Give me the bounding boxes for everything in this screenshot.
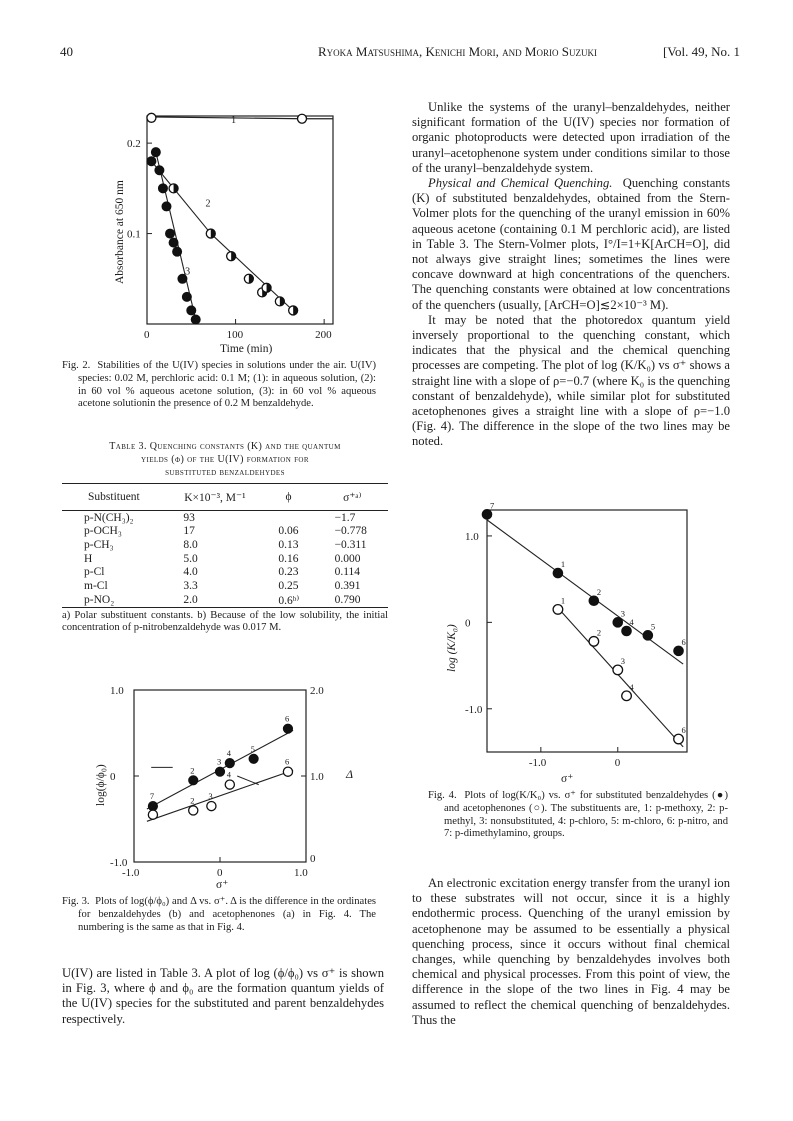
- data-point-filled: [482, 510, 492, 520]
- table-cell: 0.114: [334, 566, 361, 579]
- fig2-xlabel: Time (min): [220, 343, 273, 355]
- point-label: 4: [629, 681, 634, 692]
- body-paragraph: [412, 176, 730, 313]
- data-point-filled: [147, 157, 156, 166]
- col-header: Substituent: [88, 491, 140, 503]
- table-cell: 0.391: [334, 579, 361, 592]
- col-header: K×10⁻³, M⁻¹: [184, 492, 246, 504]
- table-cell: 0.23: [278, 566, 299, 579]
- point-label: 4: [226, 748, 232, 759]
- data-point-filled: [553, 568, 563, 578]
- point-label: 7: [149, 791, 155, 802]
- fig4-ylabel: log (K/K₀): [446, 624, 458, 672]
- table-cell: [260, 511, 316, 525]
- col-header: ϕ: [285, 491, 292, 503]
- fit-line: [147, 770, 293, 821]
- fig2-caption-label: Fig. 2.: [62, 360, 91, 371]
- body-paragraph: Unlike the systems of the uranyl–benzaldehydes, neither significant formation of the U(IV) species nor formation of organic photoproducts were detected upon irradiation of the uranyl–acetophenone system under conditions similar to those of the uranyl–benzaldehyde system.: [412, 100, 730, 175]
- fig2-ylabel: Absorbance at 650 nm: [114, 180, 126, 284]
- fig2-caption-text: Stabilities of the U(IV) species in solutions under the air. U(IV) species: 0.02 M, perchloric acid: 0.1 M; (1): in aqueous solution, (2): in 60 vol % aqueous acetone solution, (3): in 60 vol % aqueous acetone solutionin the presence of 0.2 M benzaldehyde.: [78, 360, 377, 410]
- data-point-filled: [173, 247, 182, 256]
- point-label: 6: [284, 756, 290, 767]
- figure-4-caption: [428, 790, 728, 841]
- data-point-filled: [249, 754, 258, 763]
- fig4-caption-label: Fig. 4.: [428, 790, 457, 801]
- page-number: 40: [60, 44, 73, 59]
- data-point-filled: [155, 166, 164, 175]
- data-point-filled: [215, 767, 224, 776]
- point-label: 6: [681, 636, 686, 647]
- data-point-open: [148, 810, 157, 819]
- data-point-open: [207, 802, 216, 811]
- data-point-open: [189, 806, 198, 815]
- right-column-bottom: [412, 876, 730, 1028]
- table-title-3: substituted benzaldehydes: [165, 467, 285, 478]
- table-cell: 0.06: [278, 525, 299, 538]
- point-label: 2: [190, 765, 195, 776]
- point-label: 3: [620, 608, 626, 619]
- data-point-filled: [613, 618, 623, 628]
- section-heading: Physical and Chemical Quenching.: [428, 176, 613, 191]
- volume-info: [Vol. 49, No. 1: [662, 44, 740, 59]
- table-row: [62, 565, 388, 579]
- y-tick-label: 0: [465, 617, 471, 630]
- x-tick-label: 0: [614, 757, 621, 769]
- fig3-xlabel: σ⁺: [216, 879, 229, 891]
- data-point-filled: [674, 646, 684, 656]
- x-tick-label: 100: [226, 329, 244, 341]
- table-cell: 5.0: [183, 552, 198, 565]
- table-footnote: a) Polar substituent constants. b) Because of the low solubility, the initial concentration of p-nitrobenzaldehyde was 0.017 M.: [62, 609, 388, 634]
- point-label: 6: [284, 713, 290, 724]
- data-point-filled: [643, 631, 653, 641]
- data-point-filled: [158, 184, 167, 193]
- table-header-row: [62, 484, 388, 511]
- body-paragraph: It may be noted that the photoredox quantum yield inversely proportional to the quenching constant, which indicates that the physical and the chemical quenching processes are competing. The plot of log (K/K₀) vs σ⁺ shows a straight line with a slope of ρ=−0.7 (where K₀ is the quenching constant of benzaldehyde), while similar plot for substituted acetophenones gives a straight line with a slope of ρ=−1.0 (Fig. 4). The difference in the slope of the two lines may be noted.: [412, 312, 730, 449]
- table-cell: p-CH₃: [84, 538, 114, 551]
- left-tick-label: 0: [110, 771, 116, 783]
- data-point-open: [613, 665, 623, 675]
- data-point-open: [589, 637, 599, 647]
- table-cell: 4.0: [183, 566, 198, 579]
- table-title-2: yields (ϕ) of the U(IV) formation for: [141, 454, 309, 465]
- table-3: [62, 440, 388, 635]
- table-cell: 0.790: [334, 593, 361, 606]
- data-point-open: [147, 113, 156, 122]
- data-point-filled: [169, 238, 178, 247]
- data-point-open: [622, 691, 632, 701]
- right-column-top: [412, 100, 730, 450]
- right-tick-label: 1.0: [310, 771, 324, 783]
- fig3-caption-label: Fig. 3.: [62, 896, 90, 907]
- body-paragraph: U(IV) are listed in Table 3. A plot of log (ϕ/ϕ₀) vs σ⁺ is shown in Fig. 3, where ϕ and ϕ₀ are the formation quantum yields of the U(IV) species for the substituted and parent benzaldehydes respectively.: [62, 966, 384, 1026]
- table-cell: 0.25: [278, 579, 299, 592]
- data-point-filled: [151, 148, 160, 157]
- data-point-filled: [283, 724, 292, 733]
- y-tick-label: -1.0: [465, 703, 483, 716]
- fit-line: [558, 608, 683, 747]
- point-label: 2: [190, 795, 195, 806]
- figure-2-chart: [95, 108, 355, 363]
- data-point-open: [298, 114, 307, 123]
- point-label: 5: [650, 621, 656, 632]
- table-row: [62, 538, 388, 552]
- x-tick-label: 1.0: [294, 867, 308, 879]
- data-point-filled: [166, 229, 175, 238]
- table-row: [62, 552, 388, 566]
- axis-arrow: [237, 776, 259, 785]
- col-header: σ⁺ᵃ⁾: [343, 492, 362, 504]
- point-label: 7: [149, 799, 155, 810]
- table-cell: p-NO₂: [84, 593, 115, 606]
- x-tick-label: -1.0: [528, 757, 547, 769]
- point-label: 7: [490, 500, 495, 511]
- table-cell: −0.778: [334, 525, 367, 538]
- x-tick-label: 0: [217, 867, 223, 879]
- figure-4-chart: [445, 500, 705, 790]
- table-row: [62, 511, 388, 525]
- table-cell: 17: [183, 525, 195, 538]
- data-point-filled: [225, 759, 234, 768]
- y-tick-label: 1.0: [465, 530, 479, 543]
- table-cell: p-Cl: [84, 566, 105, 579]
- left-tick-label: -1.0: [110, 857, 128, 869]
- curve-label: 3: [185, 266, 191, 278]
- y-tick-label: 0.1: [127, 228, 141, 241]
- table-cell: 8.0: [183, 538, 198, 551]
- point-label: 3: [620, 655, 626, 666]
- data-point-filled: [191, 315, 200, 324]
- data-point-open: [283, 767, 292, 776]
- data-point-filled: [589, 596, 599, 606]
- table-cell: 0.16: [278, 552, 299, 565]
- table-cell: −1.7: [334, 511, 356, 524]
- left-bottom-paragraph: [62, 966, 384, 1027]
- point-label: 6: [681, 725, 686, 736]
- left-tick-label: 1.0: [110, 685, 124, 697]
- table-cell: 0.000: [334, 552, 361, 565]
- table-cell: m-Cl: [84, 579, 108, 592]
- point-label: 3: [217, 756, 222, 767]
- fig3-caption-text: Plots of log(ϕ/ϕ₀) and Δ vs. σ⁺. Δ is the difference in the ordinates for benzaldehydes (b) and acetophenones (a) in Fig. 4. The numbering is the same as that in Fig. 4.: [78, 896, 377, 933]
- data-point-open: [225, 780, 234, 789]
- point-label: 4: [629, 617, 634, 627]
- fit-line: [487, 520, 683, 664]
- running-header: [60, 44, 740, 64]
- data-point-filled: [622, 626, 632, 636]
- point-label: 1: [560, 595, 566, 606]
- data-point-filled: [182, 292, 191, 301]
- right-tick-label: 2.0: [310, 685, 324, 697]
- fig4-caption-text: Plots of log(K/K₀) vs. σ⁺ for substituted benzaldehydes (●) and acetophenones (○). The substituents are, 1: p-methoxy, 2: p-methyl, 3: nonsubstituted, 4: p-chloro, 5: m-chloro, 6: p-nitro, and 7: p-dimethylamino, groups.: [444, 790, 729, 840]
- body-text: Quenching constants (K) of substituted benzaldehydes, obtained from the Stern-Volmer plots for the quenching of the uranyl emission in 60% aqueous acetone (containing 0.1 M perchloric acid), are listed in Table 3. The Stern-Volmer plots, I°/I=1+K[ArCH=O], did not always give straight lines; sometimes the lines were concave downward at high concentrations of the quenchers. The quenching constants were obtained at low concentrations of the quenchers (usually, [ArCH=O]≲2×10⁻³ M).: [412, 176, 731, 312]
- fig4-xlabel: σ⁺: [561, 773, 574, 785]
- fig3-ylabel-left: log(ϕ/ϕ₀): [95, 764, 107, 806]
- curve-label: 1: [231, 115, 237, 127]
- body-paragraph: An electronic excitation energy transfer from the uranyl ion to these substrates will not occur, since it is a highly endothermic process. Quenching of the uranyl emission by acetophenone may be assumed to be essentially a physical quenching process, since it occurs without final chemical changes, while quenching by benzaldehydes involves both chemical and physical processes. From this point of view, the difference in the slope of the two lines in Fig. 4 may be assumed to reflect the chemical quenching of benzaldehydes. Thus the: [412, 876, 730, 1027]
- table-row: [62, 579, 388, 593]
- y-tick-label: 0.2: [127, 138, 141, 151]
- table-cell: 3.3: [183, 579, 198, 592]
- running-authors: Ryoka Matsushima, Kenichi Mori, and Morio Suzuki: [318, 44, 597, 59]
- figure-2-caption: [62, 360, 376, 411]
- table-cell: 0.13: [278, 538, 299, 551]
- point-label: 2: [596, 627, 602, 638]
- fig3-ylabel-right: Δ: [346, 767, 354, 781]
- figure-3-caption: [62, 896, 376, 934]
- point-label: 3: [208, 791, 213, 802]
- quenching-table: [62, 483, 388, 608]
- table-row: [62, 593, 388, 608]
- data-point-filled: [162, 202, 171, 211]
- table-cell: 2.0: [183, 593, 198, 606]
- data-point-open: [553, 605, 563, 615]
- right-tick-label: 0: [310, 853, 316, 865]
- table-cell: H: [84, 552, 93, 565]
- curve-label: 2: [205, 198, 211, 210]
- table-row: [62, 525, 388, 539]
- point-label: 5: [250, 743, 255, 754]
- figure-3-chart: [80, 678, 360, 893]
- table-cell: 0.6ᵇ⁾: [278, 594, 300, 607]
- point-label: 4: [226, 769, 232, 780]
- point-label: 1: [560, 559, 566, 570]
- data-point-filled: [189, 776, 198, 785]
- x-tick-label: 0: [144, 329, 150, 341]
- x-tick-label: 200: [315, 329, 332, 341]
- table-title-1: Table 3. Quenching constants (K) and the quantum: [109, 441, 341, 452]
- table-cell: p-N(CH₃)₂: [84, 511, 134, 524]
- data-point-open: [674, 734, 684, 744]
- data-point-filled: [187, 306, 196, 315]
- table-cell: p-OCH₃: [84, 525, 122, 538]
- table-cell: 93: [183, 511, 195, 524]
- point-label: 2: [596, 586, 602, 597]
- x-tick-label: -1.0: [122, 867, 140, 879]
- table-cell: −0.311: [334, 538, 367, 551]
- series-1-line: [147, 117, 302, 119]
